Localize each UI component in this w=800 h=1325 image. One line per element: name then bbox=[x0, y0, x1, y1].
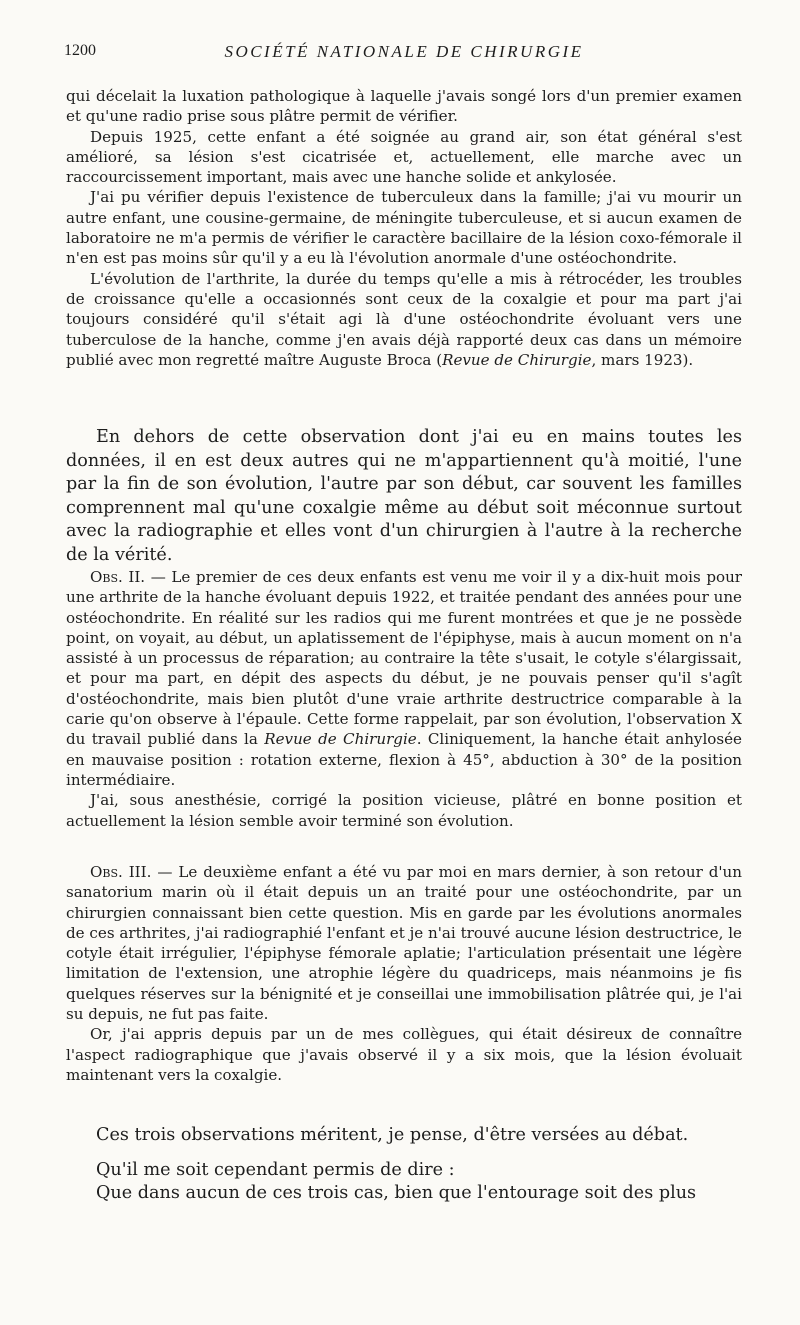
text-run: L'évolution de l'arthrite, la durée du temps qu'elle a mis à rétrocéder, les troubles de croissance qu'elle a occasionnés sont ceux de la coxalgie et pour ma part j'ai toujours considéré qu'il s'était agi là d'une ostéochondrite évoluant vers une tuberculose de la hanche, comme j'en avais déjà rapporté deux cas dans un mémoire publié avec mon regretté maître Auguste Broca ( bbox=[66, 269, 742, 369]
paragraph: Ces trois observations méritent, je pense, d'être versées au débat. bbox=[96, 1125, 689, 1145]
page-header bbox=[64, 42, 744, 66]
paragraph: Or, j'ai appris depuis par un de mes collègues, qui était désireux de connaître l'aspect radiographique que j'avais observé il y a six mois, que la lésion évoluait maintenant vers la coxalgie. bbox=[66, 1025, 742, 1084]
observation-3 bbox=[66, 862, 742, 1085]
paragraph: J'ai pu vérifier depuis l'existence de tuberculeux dans la famille; j'ai vu mourir un autre enfant, une cousine-germaine, de méningite tuberculeuse, et si aucun examen de laboratoire ne m'a permis de vérifier le caractère bacillaire de la lésion coxo-fémorale il n'en est pas moins sûr qu'il y a eu là l'évolution anormale d'une ostéochondrite. bbox=[66, 188, 742, 268]
paragraph bbox=[66, 862, 742, 1024]
observation-label: Obs. III. bbox=[90, 863, 152, 881]
text-run: — Le premier de ces deux enfants est venu me voir il y a dix-huit mois pour une arthrite de la hanche évoluant depuis 1922, et traitée pendant des années pour une ostéochondrite. En réalité sur les radios qui me furent montrées et que je ne possède point, on voyait, au début, un aplatissement de l'épiphyse, mais à aucun moment on n'a assisté à un processus de réparation; au contraire la tête s'usait, le cotyle s'élargissait, et pour ma part, en dépit des aspects du début, je ne pouvais penser qu'il s'agît d'ostéochondrite, mais bien plutôt d'une vraie arthrite destructrice comparable à la carie qu'on observe à l'épaule. Cette forme rappelait, par son évolution, l'observation X du travail publié dans la bbox=[66, 568, 743, 749]
paragraph: Que dans aucun de ces trois cas, bien que l'entourage soit des plus bbox=[96, 1183, 697, 1204]
journal-title: Revue de Chirurgie bbox=[442, 350, 592, 369]
page-number: 1200 bbox=[64, 42, 96, 59]
journal-title: Revue de Chirurgie bbox=[264, 730, 417, 749]
text-run: . Cliniquement, la hanche était anhylosée en mauvaise position : rotation externe, flexion à 45°, abduction à 30° de la position intermédiaire. bbox=[66, 730, 742, 789]
observation-2 bbox=[66, 567, 742, 831]
paragraph: qui décelait la luxation pathologique à laquelle j'avais songé lors d'un premier examen et qu'une radio prise sous plâtre permit de vérifier. bbox=[66, 87, 742, 126]
paragraph: J'ai, sous anesthésie, corrigé la position vicieuse, plâtré en bonne position et actuellement la lésion semble avoir terminé son évolution. bbox=[66, 791, 742, 830]
text-run: — Le deuxième enfant a été vu par moi en mars dernier, à son retour d'un sanatorium marin où il était depuis un an traité pour une ostéochondrite, par un chirurgien connaissant bien cette question. Mis en garde par les évolutions anormales de ces arthrites, j'ai radiographié l'enfant et je n'ai trouvé aucune lésion destructrice, le cotyle était irrégulier, l'épiphyse fémorale aplatie; l'articulation présentait une légère limitation de l'extension, une atrophie légère du quadriceps, mais néanmoins je fis quelques réserves sur la bénignité et je conseillai une immobilisation plâtrée qui, je l'ai su depuis, ne fut pas faite. bbox=[66, 863, 742, 1024]
section-continuation bbox=[66, 86, 742, 370]
paragraph: Depuis 1925, cette enfant a été soignée au grand air, son état général s'est amélioré, sa lésion s'est cicatrisée et, actuellement, elle marche avec un raccourcissement important, mais avec une hanche solide et ankylosée. bbox=[66, 127, 742, 187]
section-main-text bbox=[66, 426, 742, 568]
text-run: , mars 1923). bbox=[591, 350, 694, 369]
paragraph: Qu'il me soit cependant permis de dire : bbox=[96, 1159, 455, 1180]
paragraph bbox=[66, 269, 742, 370]
running-head: SOCIÉTÉ NATIONALE DE CHIRURGIE bbox=[224, 42, 584, 61]
closing-text bbox=[66, 1124, 742, 1206]
observation-label: Obs. II. bbox=[90, 568, 146, 586]
paragraph: En dehors de cette observation dont j'ai eu en mains toutes les données, il en est deux autres qui ne m'appartiennent qu'à moitié, l'une par la fin de son évolution, l'autre par son début, car souvent les familles comprennent mal qu'une coxalgie même au début soit méconnue surtout avec la radiographie et elles vont d'un chirurgien à l'autre à la recherche de la vérité. bbox=[66, 427, 742, 565]
paragraph bbox=[66, 567, 742, 790]
